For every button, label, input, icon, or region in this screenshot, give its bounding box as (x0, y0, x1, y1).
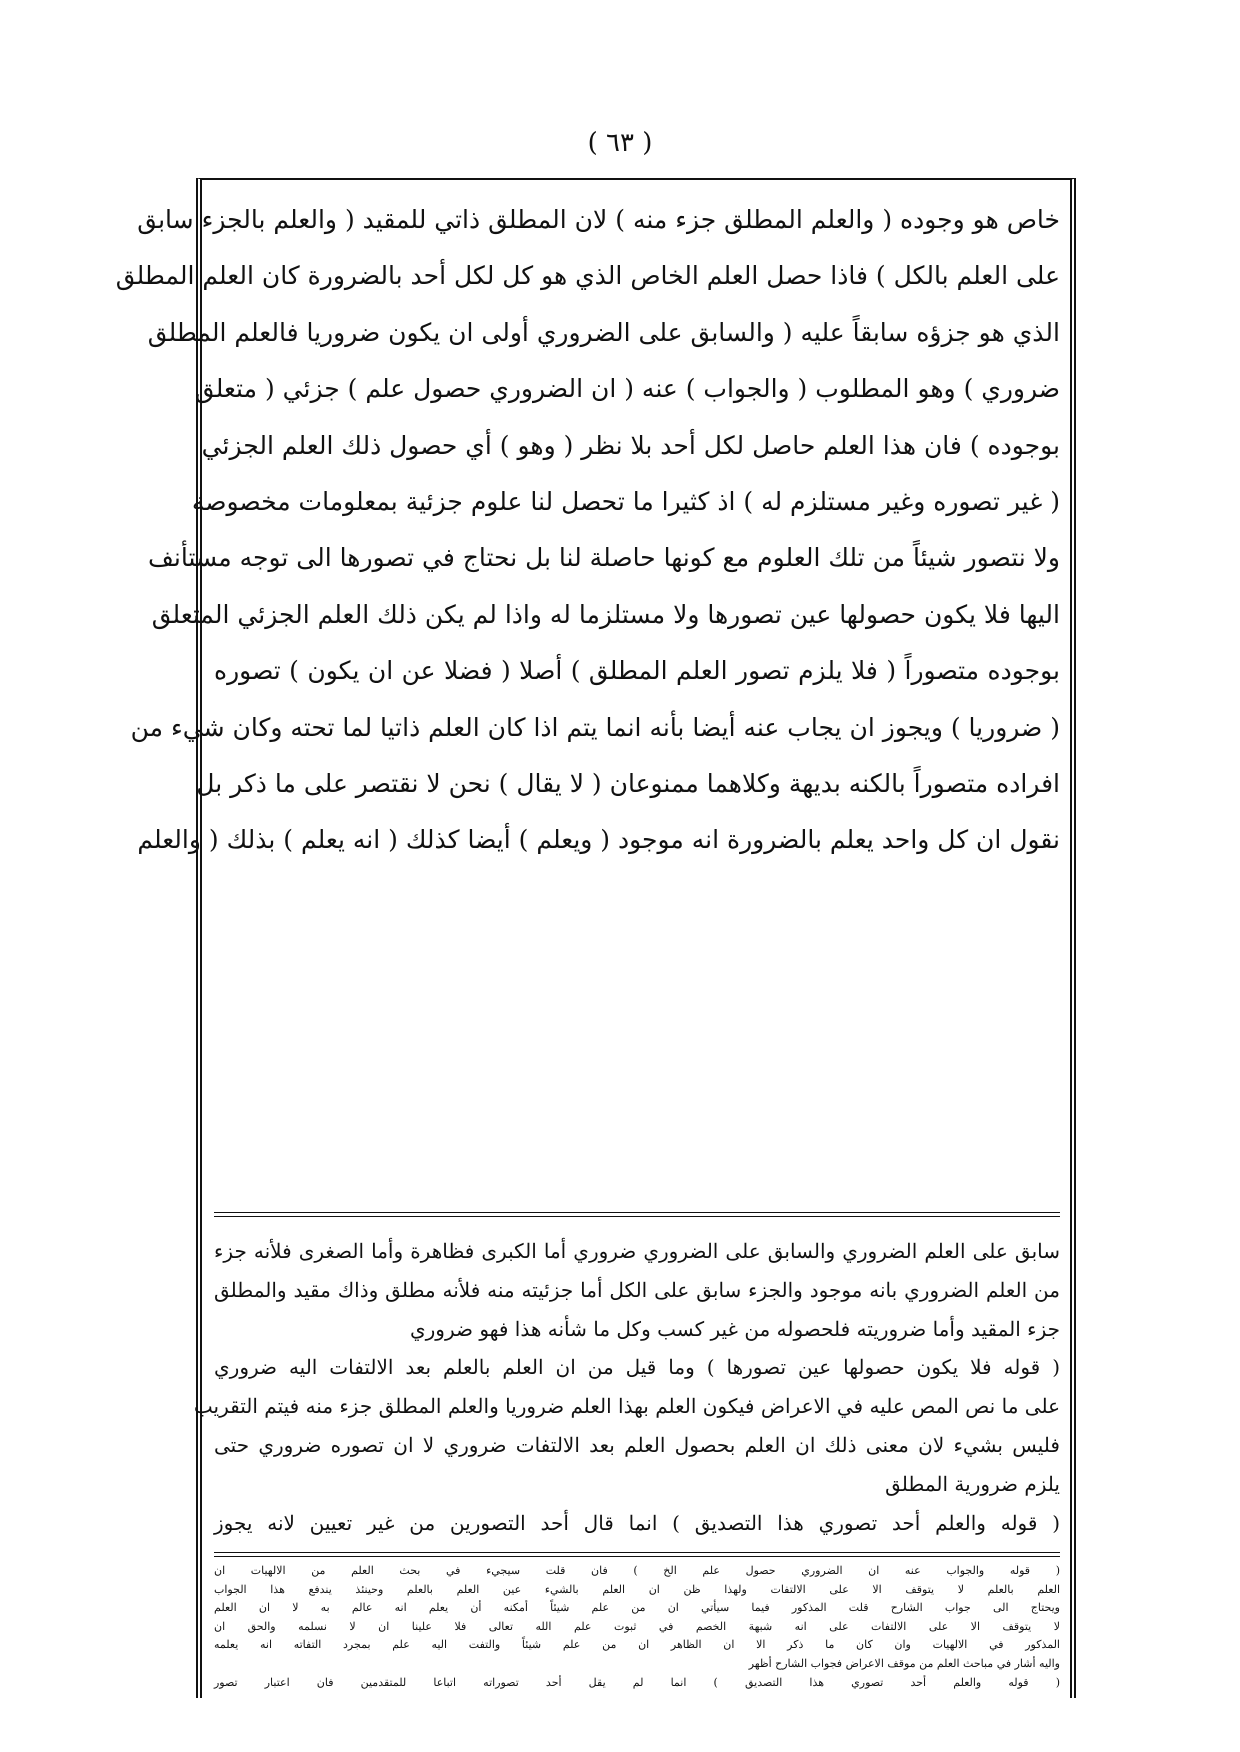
text-line: المذكور في الالهيات وان كان ما ذكر الا ان الظاهر ان من علم شيئاً والتفت اليه علم بمجرد التفاته انه يعلمه (214, 1638, 1060, 1652)
text-line: يلزم ضرورية المطلق (885, 1471, 1060, 1496)
text-line: خاص هو وجوده ( والعلم المطلق جزء منه ) لان المطلق ذاتي للمقيد ( والعلم بالجزء سابق (137, 205, 1060, 234)
text-line: سابق على العلم الضروري والسابق على الضروري ضروري أما الكبرى فظاهرة وأما الصغرى فلأنه جزء (214, 1239, 1060, 1263)
text-line: بوجوده متصوراً ( فلا يلزم تصور العلم المطلق ) أصلا ( فضلا عن ان يكون ) تصوره (214, 656, 1060, 686)
text-line: الذي هو جزؤه سابقاً عليه ( والسابق على الضروري أولى ان يكون ضروريا فالعلم المطلق (147, 317, 1060, 347)
text-line: ( غير تصوره وغير مستلزم له ) اذ كثيرا ما تحصل لنا علوم جزئية بمعلومات مخصوصة (191, 486, 1060, 516)
text-line: نقول ان كل واحد يعلم بالضرورة انه موجود ( ويعلم ) أيضا كذلك ( انه يعلم ) بذلك ( والعلم (137, 825, 1060, 855)
section-divider (214, 1212, 1060, 1217)
page-number: ( ٦٣ ) (587, 128, 653, 158)
main-text (115, 192, 1060, 1208)
text-line: ضروري ) وهو المطلوب ( والجواب ) عنه ( ان الضروري حصول علم ) جزئي ( متعلق (194, 374, 1060, 404)
text-line: اليها فلا يكون حصولها عين تصورها ولا مستلزما له واذا لم يكن ذلك العلم الجزئي المتعلق (151, 599, 1060, 629)
text-line: على العلم بالكل ) فاذا حصل العلم الخاص الذي هو كل لكل أحد بالضرورة كان العلم المطلق (115, 261, 1060, 291)
text-line: ( قوله والجواب عنه ان الضروري حصول علم الخ ) فان قلت سيجيء في بحث العلم من الالهيات ان (214, 1564, 1060, 1577)
text-line: ويحتاج الى جواب الشارح قلت المذكور فيما سيأتي ان من علم شيئاً أمكنه أن يعلم انه عالم به لا ان العلم (214, 1601, 1060, 1615)
text-line: افراده متصوراً بالكنه بديهة وكلاهما ممنوعان ( لا يقال ) نحن لا نقتصر على ما ذكر بل (196, 768, 1060, 798)
text-line: ( قوله فلا يكون حصولها عين تصورها ) وما قيل من ان العلم بالعلم بعد الالتفات اليه ضروري (214, 1355, 1060, 1380)
text-line: ولا نتصور شيئاً من تلك العلوم مع كونها حاصلة لنا بل نحتاج في تصورها الى توجه مستأنف (147, 543, 1060, 573)
text-line: فليس بشيء لان معنى ذلك ان العلم بحصول العلم بعد الالتفات ضروري لا ان تصوره ضروري حتى (214, 1432, 1060, 1457)
text-line: على ما نص المص عليه في الاعراض فيكون العلم بهذا العلم ضروريا والعلم المطلق جزء منه فيتم التقريب (193, 1394, 1060, 1419)
commentary-section-2 (214, 1562, 1060, 1694)
text-line: العلم بالعلم لا يتوقف الا على الالتفات ولهذا ظن ان العلم بالشيء عين العلم بالعلم وحينئذ يندفع هذا الجواب (214, 1582, 1060, 1596)
text-line: بوجوده ) فان هذا العلم حاصل لكل أحد بلا نظر ( وهو ) أي حصول ذلك العلم الجزئي (201, 430, 1060, 460)
commentary-section-1 (193, 1232, 1060, 1554)
text-line: ( ضروريا ) ويجوز ان يجاب عنه أيضا بأنه انما يتم اذا كان العلم ذاتيا لما تحته وكان شيء من (130, 712, 1060, 742)
text-line: ( قوله والعلم أحد تصوري هذا التصديق ) انما لم يقل أحد تصوراته اتباعا للمتقدمين فان اعتبار تصور (214, 1675, 1060, 1689)
section-divider (214, 1552, 1060, 1557)
text-line: ( قوله والعلم أحد تصوري هذا التصديق ) انما قال أحد التصورين من غير تعيين لانه يجوز (214, 1510, 1060, 1535)
text-line: لا يتوقف الا على الالتفات على انه شبهة الخصم في ثبوت علم الله تعالى فلا علينا ان لا نسلمه والحق ان (214, 1619, 1060, 1633)
text-line: جزء المقيد وأما ضروريته فلحصوله من غير كسب وكل ما شأنه هذا فهو ضروري (409, 1316, 1060, 1341)
text-line: من العلم الضروري بانه موجود والجزء سابق على الكل أما جزئيته منه فلأنه مطلق وذاك مقيد والمطلق (214, 1277, 1060, 1302)
text-line: واليه أشار في مباحث العلم من موقف الاعراض فجواب الشارح أظهر (748, 1656, 1060, 1670)
